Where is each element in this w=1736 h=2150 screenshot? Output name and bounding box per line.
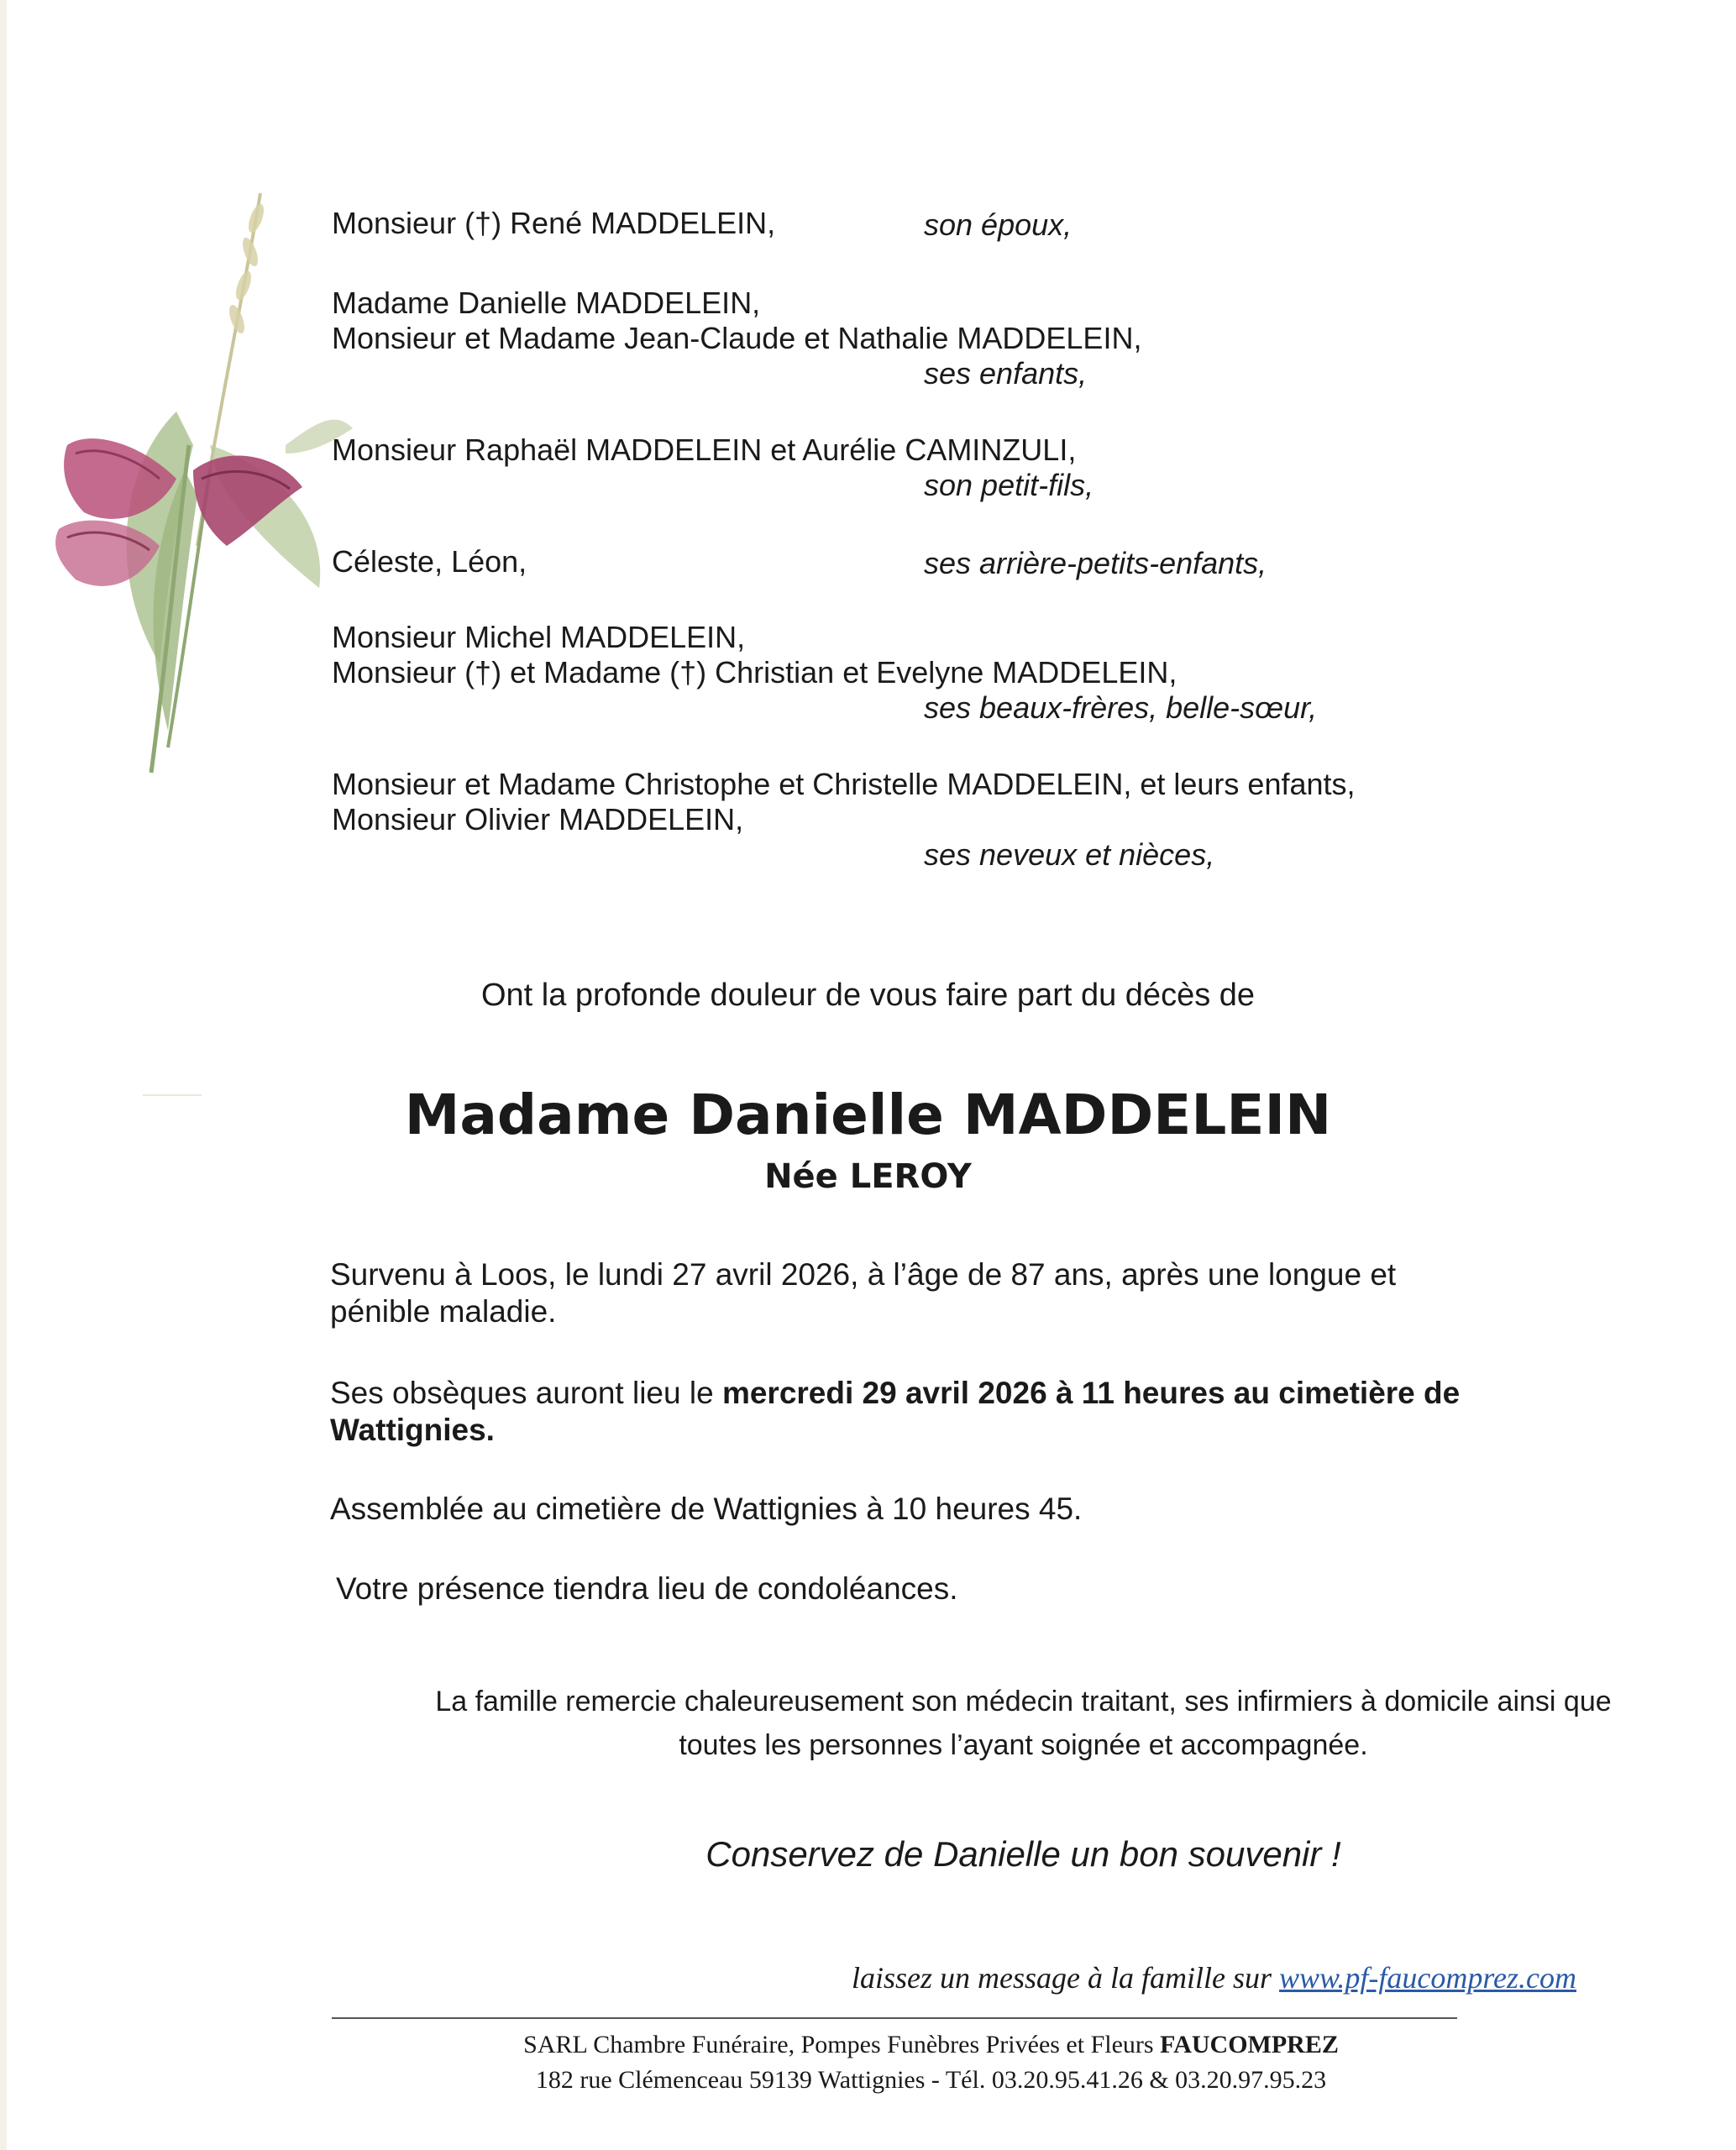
family-name-line: Monsieur Olivier MADDELEIN, xyxy=(332,802,744,836)
funeral-place-line: Wattignies. xyxy=(330,1413,495,1447)
funeral-date-place: mercredi 29 avril 2026 à 11 heures au cimetière de xyxy=(721,1376,1461,1410)
family-name-line: Monsieur Raphaël MADDELEIN et Aurélie CAMINZULI, xyxy=(332,433,1077,467)
paper-edge xyxy=(0,0,7,2150)
death-details-line: pénible maladie. xyxy=(330,1294,557,1329)
thanks-line: La famille remercie chaleureusement son médecin traitant, ses infirmiers à domicile ainsi que xyxy=(435,1686,1612,1717)
family-relation: ses neveux et nièces, xyxy=(924,837,1215,872)
closing-message: Conservez de Danielle un bon souvenir ! xyxy=(705,1834,1341,1874)
assembly-text: Assemblée au cimetière de Wattignies à 10 heures 45. xyxy=(330,1492,1083,1526)
thanks-line: toutes les personnes l’ayant soignée et accompagnée. xyxy=(679,1729,1368,1761)
deceased-maiden-name: Née LEROY xyxy=(764,1157,972,1196)
family-relation: son petit-fils, xyxy=(924,468,1094,502)
family-relation: ses arrière-petits-enfants, xyxy=(924,546,1267,580)
footer-message-text: laissez un message à la famille sur xyxy=(852,1961,1280,1995)
company-description: SARL Chambre Funéraire, Pompes Funèbres Privées et Fleurs xyxy=(523,2031,1161,2058)
deceased-name: Madame Danielle MADDELEIN xyxy=(404,1083,1332,1147)
funeral-prefix: Ses obsèques auront lieu le xyxy=(330,1376,722,1410)
family-relation: son époux, xyxy=(924,207,1073,242)
family-name-line: Monsieur et Madame Jean-Claude et Nathalie MADDELEIN, xyxy=(332,321,1142,355)
family-name-line: Madame Danielle MADDELEIN, xyxy=(332,286,761,320)
funeral-details xyxy=(330,1375,1460,1412)
footer-divider xyxy=(332,2017,1457,2019)
family-name-line: Monsieur (†) René MADDELEIN, xyxy=(332,206,776,240)
company-line xyxy=(0,2029,1736,2061)
announcement-text: Ont la profonde douleur de vous faire part du décès de xyxy=(480,978,1256,1013)
condolences-text: Votre présence tiendra lieu de condoléances. xyxy=(336,1571,958,1606)
family-name-line: Céleste, Léon, xyxy=(332,544,527,579)
lily-flower-illustration xyxy=(50,193,353,781)
company-address: 182 rue Clémenceau 59139 Wattignies - Tél. 03.20.95.41.26 & 03.20.97.95.23 xyxy=(535,2066,1327,2094)
website-link[interactable]: www.pf-faucomprez.com xyxy=(1279,1961,1576,1995)
footer-message xyxy=(852,1959,1576,1996)
family-relation: ses enfants, xyxy=(924,356,1088,391)
family-relation: ses beaux-frères, belle-sœur, xyxy=(924,690,1318,725)
family-name-line: Monsieur (†) et Madame (†) Christian et Evelyne MADDELEIN, xyxy=(332,655,1177,690)
family-name-line: Monsieur et Madame Christophe et Christelle MADDELEIN, et leurs enfants, xyxy=(332,767,1356,801)
family-name-line: Monsieur Michel MADDELEIN, xyxy=(332,620,746,654)
death-details-line: Survenu à Loos, le lundi 27 avril 2026, à l’âge de 87 ans, après une longue et xyxy=(330,1257,1397,1292)
company-name: FAUCOMPREZ xyxy=(1160,2031,1339,2058)
